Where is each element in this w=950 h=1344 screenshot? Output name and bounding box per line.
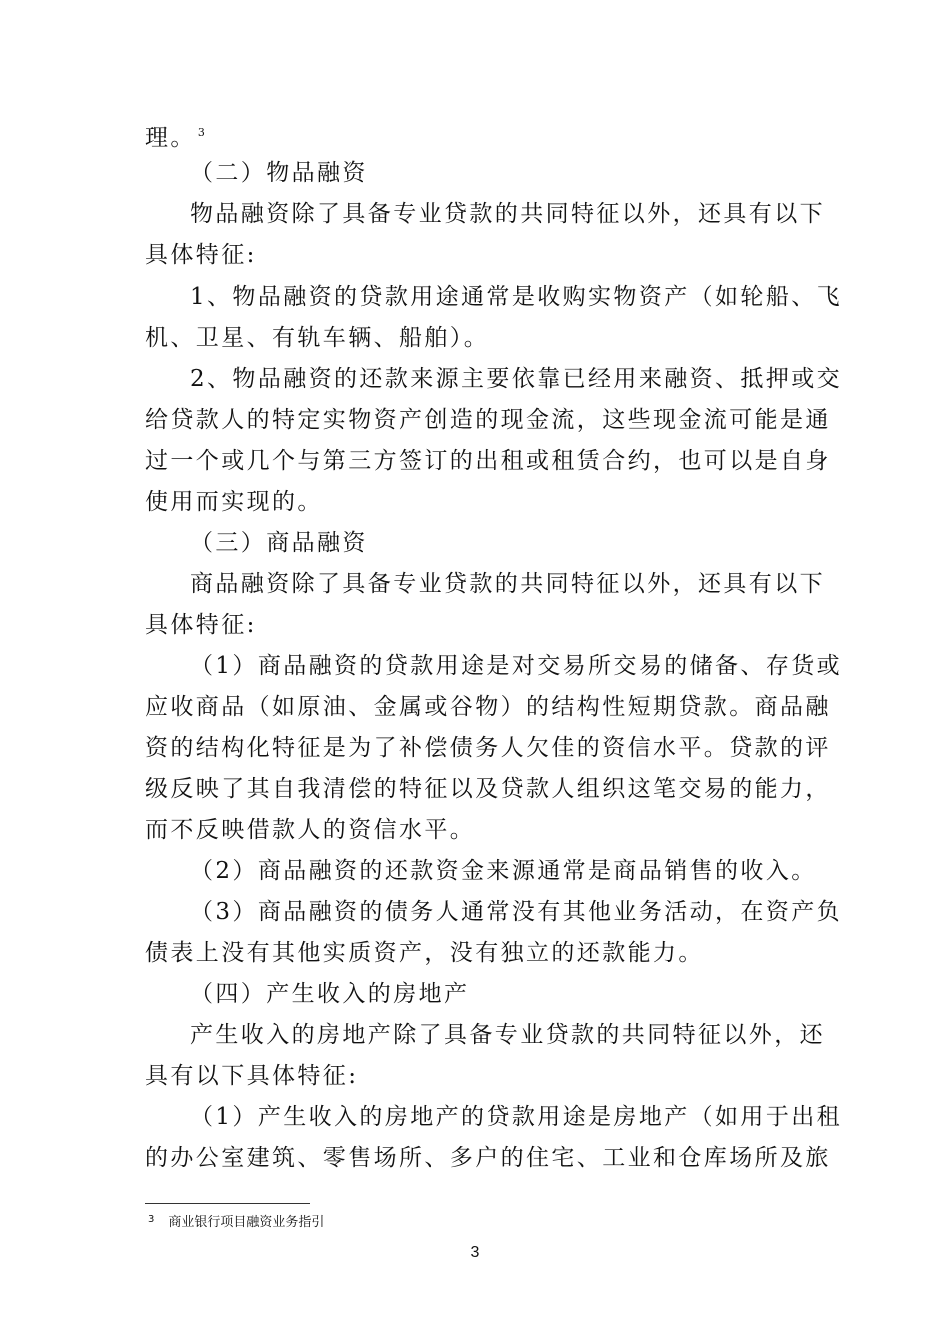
- text-line: 使用而实现的。: [145, 489, 323, 515]
- text-line: 具体特征:: [145, 612, 257, 638]
- section-heading: （二）物品融资: [190, 160, 368, 186]
- text-line: 1、物品融资的贷款用途通常是收购实物资产（如轮船、飞: [190, 284, 843, 310]
- text-line: [145, 118, 205, 153]
- text-line: 级反映了其自我清偿的特征以及贷款人组织这笔交易的能力，: [145, 776, 831, 802]
- footnote-reference: 3: [197, 126, 205, 139]
- text-line: 机、卫星、有轨车辆、船舶）。: [145, 325, 490, 351]
- text-line: （2）商品融资的还款资金来源通常是商品销售的收入。: [190, 858, 817, 884]
- footnote-text: 商业银行项目融资业务指引: [168, 1215, 325, 1230]
- text-line-content: 理。: [145, 125, 196, 151]
- section-heading: （四）产生收入的房地产: [190, 981, 470, 1007]
- text-line: 债表上没有其他实质资产，没有独立的还款能力。: [145, 940, 704, 966]
- text-line: 具有以下具体特征:: [145, 1063, 359, 1089]
- text-line: 过一个或几个与第三方签订的出租或租赁合约，也可以是自身: [145, 448, 831, 474]
- text-line: 物品融资除了具备专业贷款的共同特征以外，还具有以下: [190, 201, 825, 227]
- footnote: [148, 1211, 324, 1232]
- text-line: （3）商品融资的债务人通常没有其他业务活动，在资产负: [190, 899, 843, 925]
- text-line: 2、物品融资的还款来源主要依靠已经用来融资、抵押或交: [190, 366, 843, 392]
- text-line: 产生收入的房地产除了具备专业贷款的共同特征以外，还: [190, 1022, 825, 1048]
- footnote-number: 3: [148, 1214, 155, 1225]
- text-line: （1）产生收入的房地产的贷款用途是房地产（如用于出租: [190, 1104, 843, 1130]
- text-line: 具体特征:: [145, 242, 257, 268]
- text-line: （1）商品融资的贷款用途是对交易所交易的储备、存货或: [190, 653, 843, 679]
- text-line: 而不反映借款人的资信水平。: [145, 817, 476, 843]
- section-heading: （三）商品融资: [190, 530, 368, 556]
- text-line: 的办公室建筑、零售场所、多户的住宅、工业和仓库场所及旅: [145, 1145, 831, 1171]
- text-line: 资的结构化特征是为了补偿债务人欠佳的资信水平。贷款的评: [145, 735, 831, 761]
- page-number: 3: [470, 1244, 480, 1261]
- text-line: 商品融资除了具备专业贷款的共同特征以外，还具有以下: [190, 571, 825, 597]
- footnote-divider: [145, 1203, 310, 1204]
- text-line: 应收商品（如原油、金属或谷物）的结构性短期贷款。商品融: [145, 694, 831, 720]
- text-line: 给贷款人的特定实物资产创造的现金流，这些现金流可能是通: [145, 407, 831, 433]
